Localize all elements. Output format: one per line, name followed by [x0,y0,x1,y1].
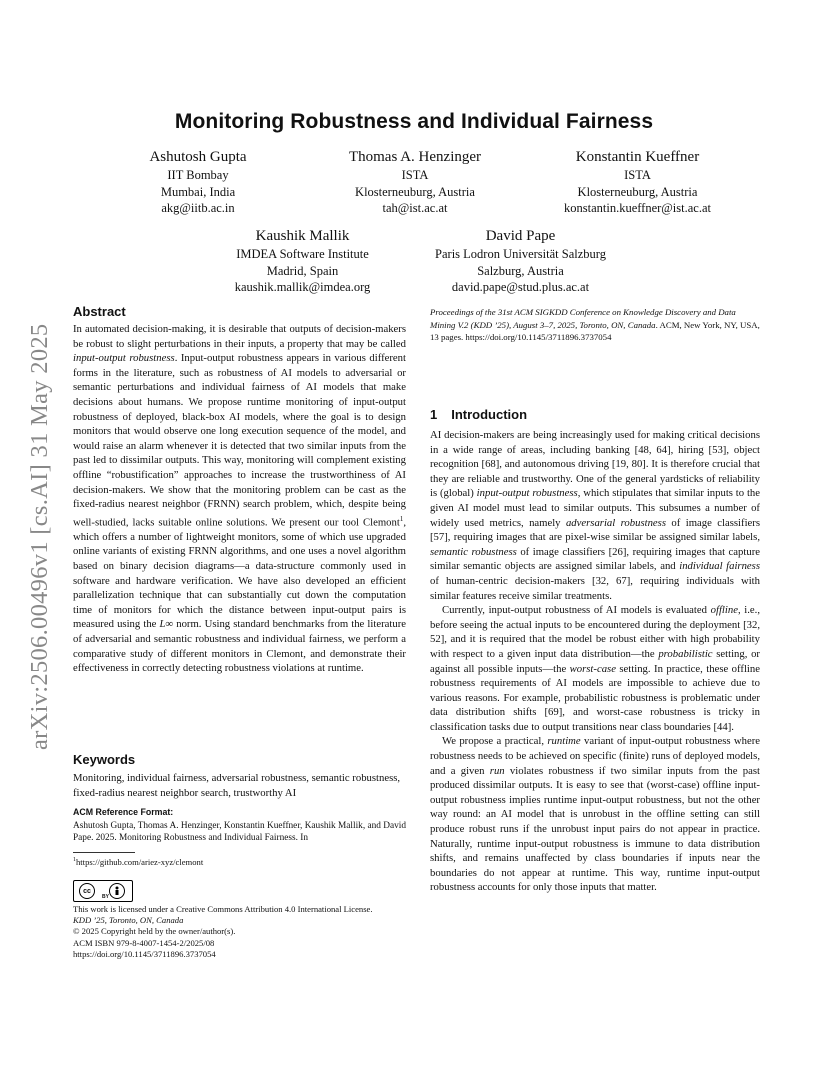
author-affiliation: Paris Lodron Universität Salzburg [435,247,606,261]
author-name: Kaushik Mallik [255,228,350,244]
acm-ref-heading: ACM Reference Format: [73,807,174,817]
author-email[interactable]: kaushik.mallik@imdea.org [234,280,371,294]
abstract-body [73,322,406,676]
keywords-heading: Keywords [73,752,136,767]
text-run: , which stipulates that similar inputs to the given AI model must lead to similar outputs. This subsumes a number of widely used metrics, namely [430,487,761,529]
author-email[interactable]: akg@iitb.ac.in [161,201,235,215]
text-run: We propose a practical, [442,735,548,748]
text-run: of image classifiers [26], requiring images that capture similar semantic objects are assigned similar labels, and [430,545,760,573]
emphasized-term: individual fairness [679,560,760,573]
emphasized-term: adversarial robustness [565,516,666,529]
copyright: © 2025 Copyright held by the owner/author(s). [73,926,236,937]
abstract-text: norm. Using standard benchmarks from the literature of adversarial and semantic robustness and individual fairness, we perform a comparative study of different monitors in Clemont, and demonstrate their effectiveness in correctly detecting robustness violations at runtime. [73,618,406,675]
text-run: , i.e., before seeing the actual inputs to be encountered during the deployment [32, 52], and it is required that the model be robust either with high probability with respect to a given input data distribution—the [430,604,760,660]
author-block [205,227,400,296]
acm-ref-text: Ashutosh Gupta, Thomas A. Henzinger, Konstantin Kueffner, Kaushik Mallik, and David Pape. 2025. Monitoring Robustness and Individual Fairness. In [73,821,406,844]
author-location: Salzburg, Austria [477,263,564,278]
author-location: Klosterneuburg, Austria [577,184,698,199]
author-block [310,148,520,217]
paragraph [430,603,760,734]
author-email[interactable]: tah@ist.ac.at [382,201,448,215]
math-norm: L∞ [159,618,174,631]
attribution-person-icon [109,883,125,899]
section-title: Introduction [451,407,528,422]
footnote-marker[interactable]: 1 [399,514,404,523]
proceedings-info [430,306,760,344]
paragraph [430,734,760,895]
author-block [418,227,623,296]
text-run: setting, or against all possible inputs—the [430,647,760,675]
footnote-mark: 1 [73,857,76,863]
footnote-rule [73,852,135,853]
paragraph [430,428,760,603]
abstract-emphasis: input-output robustness [73,352,175,365]
author-location: Mumbai, India [160,184,236,199]
text-run: of human-centric decision-makers [32, 67], requiring individuals with similar features receive similar treatments. [430,574,760,602]
text-run: variant of input-output robustness where robustness needs to be achieved on specific (finite) runs of deployed models, and a given [430,735,761,777]
text-run: setting. In practice, these offline robustness requirements of AI models are impossible to achieve due to various reasons. For example, probabilistic robustness is problematic under data distribution shifts [69], and worst-case robustness is tricky in classification tasks due to output transitions near class boundaries [44]. [430,662,760,733]
author-name: Thomas A. Henzinger [348,149,482,165]
text-run: Currently, input-output robustness of AI models is evaluated [442,604,711,617]
author-location: Madrid, Spain [266,263,339,278]
emphasized-term: worst-case [569,662,616,675]
isbn: ACM ISBN 979-8-4007-1454-2/2025/08 [73,937,215,948]
emphasized-term: runtime [547,735,581,748]
license-statement: This work is licensed under a Creative Commons Attribution 4.0 International License. [73,904,373,914]
author-location: Klosterneuburg, Austria [355,184,475,199]
author-name: Ashutosh Gupta [149,149,247,165]
doi-link[interactable]: https://doi.org/10.1145/3711896.3737054 [73,948,216,959]
cc-by-license-badge[interactable] [73,880,133,902]
emphasized-term: input-output robustness [476,487,578,500]
emphasized-term: offline [710,604,738,617]
proceedings-details: . ACM, New York, NY, USA, 13 pages. https://doi.org/10.1145/3711896.3737054 [430,319,760,343]
author-affiliation: IMDEA Software Institute [236,247,369,261]
footnote-url[interactable]: https://github.com/ariez-xyz/clemont [76,856,204,867]
author-block [103,148,293,217]
introduction-body [430,428,760,895]
by-label: BY [102,894,109,900]
abstract-text: In automated decision-making, it is desirable that outputs of decision-makers be robust to slight perturbations in their inputs, a property that may be called [73,323,406,350]
abstract-heading: Abstract [73,304,126,319]
author-affiliation: ISTA [624,168,651,182]
emphasized-term: probabilistic [658,647,713,660]
emphasized-term: run [489,764,505,777]
author-email[interactable]: david.pape@stud.plus.ac.at [451,280,590,294]
text-run: AI decision-makers are being increasingly used for making critical decisions in a wide range of areas, including banking [48, 64], hiring [53], object recognition [68], and autonomous driving [19, 80]. It is therefore crucial that they are reliable and trustworthy. One of the general yardsticks of reliability is (global) [430,429,760,500]
text-run: violates robustness if two similar inputs from the past produced dissimilar outputs. It is easy to see that (worst-case) offline input-output robustness implies runtime input-output robustness, but not the other way round: an AI model that is unrobust in the offline setting can still produce robust runs if the unrobust input pairs do not appear in practice. Naturally, runtime input-output robustness is immune to data distribution shifts, and remains unaffected by class boundaries if inputs near the boundaries do not appear at runtime. This way, runtime input-output robustness accounts for only those inputs that matter. [430,764,760,894]
emphasized-term: semantic robustness [430,545,517,558]
arxiv-id: arXiv:2506.00496v1 [cs.AI] 31 May 2025 [26,323,53,750]
abstract-text: . Input-output robustness appears in various different forms in the literature, such as robustness of AI models to adversarial or semantic perturbations and individual fairness of AI models that make decisions about humans. We propose runtime monitoring of input-output robustness of deployed, black-box AI models, where the goal is to design monitors that would observe one long execution sequence of the model, and would raise an alarm whenever it is detected that two similar inputs from the past led to dissimilar outputs. This way, monitoring will complement existing offline “robustification” approaches to increase the trustworthiness of AI decision-makers. We show that the monitoring problem can be cast as the fixed-radius nearest neighbor (FRNN) search problem, which, despite being well-studied, lacks suitable online solutions. We present our tool Clemont [73,352,406,529]
arxiv-stamp [14,300,60,750]
abstract-text: , which offers a number of lightweight monitors, some of which use upgraded online variants of existing FRNN algorithms, and one uses a novel algorithm based on binary decision diagrams—a data-structure commonly used in software and hardware verification. We have also developed an efficient parallelization technique that can substantially cut down the computation time of monitors for which the distance between input-output pairs is measured using the [73,516,406,631]
paper-title: Monitoring Robustness and Individual Fairness [174,110,654,133]
license-block [73,904,413,960]
author-affiliation: IIT Bombay [167,168,229,182]
author-affiliation: ISTA [401,168,429,182]
keywords-text: Monitoring, individual fairness, adversarial robustness, semantic robustness, fixed-radius nearest neighbor search, trustworthy AI [73,772,401,799]
conference-venue: KDD ’25, Toronto, ON, Canada [73,915,184,926]
author-name: David Pape [485,228,556,244]
footnote [73,855,203,868]
introduction-heading [430,407,527,422]
proceedings-title: Proceedings of the 31st ACM SIGKDD Conference on Knowledge Discovery and Data Mining V.2 (KDD ’25), August 3–7, 2025, Toronto, ON, Canada [430,307,736,330]
author-email[interactable]: konstantin.kueffner@ist.ac.at [563,201,711,215]
section-number: 1 [430,407,438,422]
creative-commons-icon: cc [79,883,95,899]
author-name: Konstantin Kueffner [575,149,700,165]
text-run: of image classifiers [57], requiring images that are pixel-wise similar be assigned similar labels, [430,516,760,544]
author-block [535,148,740,217]
